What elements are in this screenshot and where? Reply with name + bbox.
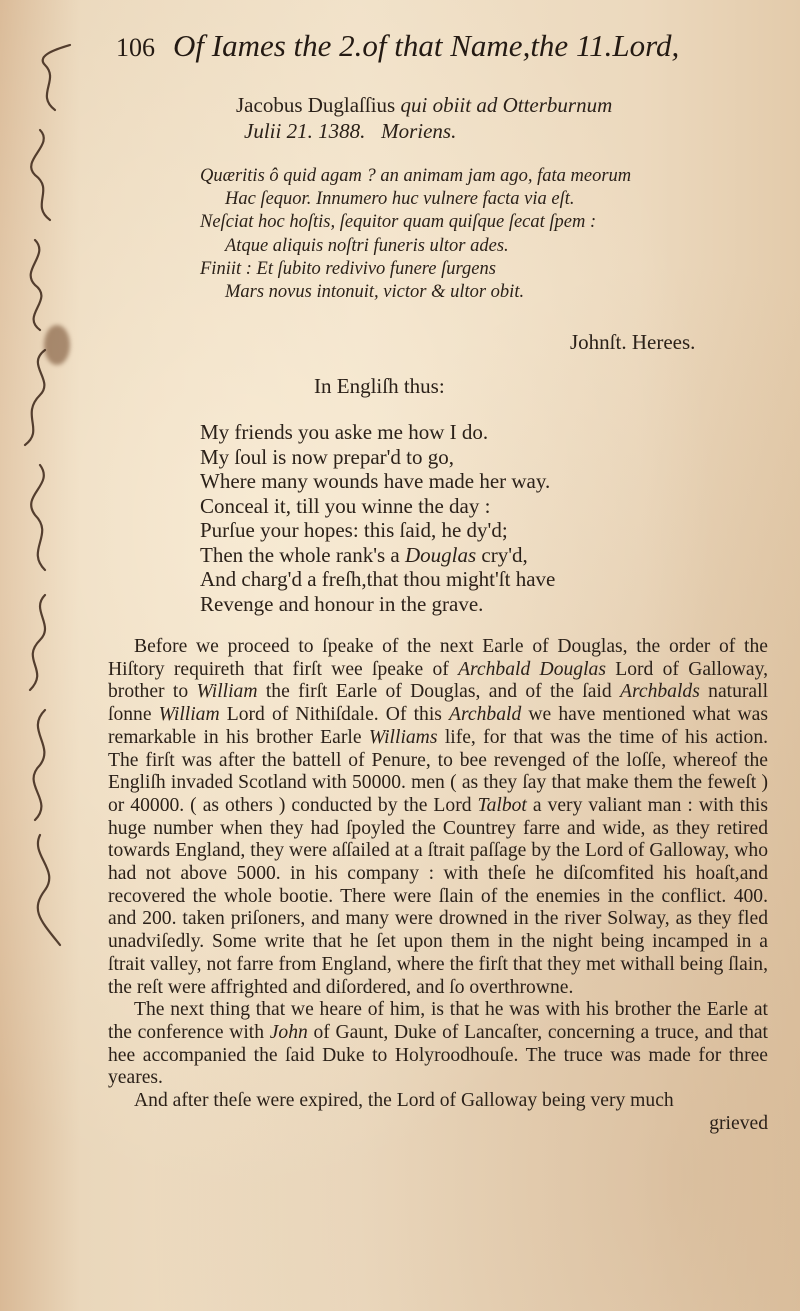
text-run: Before we proceed to ſpeake of the next Earle of Douglas, the order of the Hiſtory requireth that firſt wee ſpeake of <box>108 636 768 680</box>
text-run: we have mentioned what was remarkable in his brother Earle <box>108 704 768 748</box>
italic-name: Archbald Douglas <box>458 658 606 680</box>
text-run: Lord of Nithiſdale. Of this <box>219 704 450 726</box>
text-run: life, for that was the time of his action. The firſt was after the battell of Penure, to bee revenged of the loſſe, whereof the Engliſh invaded Scotland with 50000. men ( as they ſay that make them the feweſt ) or 40000. ( as others ) conducted by the Lord <box>108 726 769 816</box>
catchword: grieved <box>709 1112 768 1134</box>
verse-line: Where many wounds have made her way. <box>200 469 551 493</box>
verse-italic-name: Douglas <box>404 542 477 567</box>
running-head <box>116 28 756 64</box>
italic-name: William <box>158 704 220 726</box>
text-run: The next thing that we heare of him, is that he was with his brother the Earle at the conference with <box>108 999 768 1043</box>
verse-line: Purſue your hopes: this ſaid, he dy'd; <box>200 518 508 542</box>
verse-fragment: cry'd, <box>476 542 528 567</box>
epitaph-moriens: Moriens. <box>381 119 457 143</box>
text-run: naturall ſonne <box>108 681 769 726</box>
handwritten-signature-icon <box>0 40 90 960</box>
italic-name: John <box>269 1021 308 1043</box>
latin-line: Atque aliquis noſtri funeris ultor ades. <box>225 235 509 256</box>
english-verse <box>200 420 720 616</box>
text-run: the firſt Earle of Douglas, and of the ſaid <box>257 681 620 703</box>
verse-fragment: Then the whole rank's a <box>200 542 405 567</box>
english-heading: In Engliſh thus: <box>314 374 445 398</box>
paragraph-3: And after theſe were expired, the Lord of Galloway being very much <box>134 1090 674 1112</box>
latin-line: Mars novus intonuit, victor & ultor obit. <box>225 282 525 303</box>
paragraph-2 <box>108 999 768 1090</box>
italic-name: Williams <box>368 726 438 748</box>
verse-line: Revenge and honour in the grave. <box>200 591 484 616</box>
italic-name: Talbot <box>477 794 527 816</box>
epitaph-name: Jacobus Duglaſſius <box>236 93 396 117</box>
verse-line: Conceal it, till you winne the day : <box>200 493 491 518</box>
text-run: Lord of Galloway, brother to <box>108 658 769 703</box>
running-title: Of Iames the 2.of that Name,the 11.Lord, <box>173 28 680 63</box>
verse-line <box>200 543 720 568</box>
italic-name: Archbald <box>449 704 522 726</box>
latin-line: Finiit : Et ſubito redivivo funere ſurgens <box>200 258 496 279</box>
attribution: Johnſt. Herees. <box>570 330 696 354</box>
text-run: of Gaunt, Duke of Lancaſter, concerning a truce, and that hee accompanied the ſaid Duke to Holyroodhouſe. The truce was made for three yeares. <box>108 1021 769 1089</box>
epitaph-date: Julii 21. 1388. <box>244 119 366 143</box>
page-number: 106 <box>116 33 155 62</box>
latin-line: Quæritis ô quid agam ? an animam jam ago, fata meorum <box>200 166 632 186</box>
verse-line: My friends you aske me how I do. <box>200 420 489 444</box>
epitaph-heading-line-2 <box>236 118 696 144</box>
text-run: a very valiant man : with this huge number when they had ſpoyled the Countrey farre and wide, as they retired towards England, they were aſſailed at a ſtrait paſſage by the Lord of Galloway, who had not above 5000. in his company : with theſe he diſcomfited his hoaſt,and recovered the whole bootie. There were ſlain of the enemies in the conflict. 400. and 200. taken priſoners, and many were drowned in the river Solway, as they fled unadviſedly. Some write that he ſet upon them in the night being incamped in a ſtrait valley, not farre from England, where the firſt that they met withall being ſlain, the reſt were affrighted and diſordered, and ſo overthrowne. <box>108 794 768 998</box>
epitaph-heading-line-1 <box>236 92 696 118</box>
latin-line: Neſciat hoc hoſtis, ſequitor quam quiſque ſecat ſpem : <box>200 212 597 233</box>
italic-name: Archbalds <box>620 681 700 703</box>
paragraph-1 <box>108 636 768 999</box>
verse-line: My ſoul is now prepar'd to go, <box>200 444 455 469</box>
epitaph-place: qui obiit ad Otterburnum <box>400 93 613 117</box>
verse-line: And charg'd a freſh,that thou might'ſt have <box>200 567 556 591</box>
prose-body <box>108 636 768 1135</box>
italic-name: William <box>196 681 258 703</box>
latin-line: Hac ſequor. Innumero huc vulnere facta via eſt. <box>225 189 575 210</box>
latin-verse <box>200 165 720 304</box>
epitaph-heading <box>236 92 696 144</box>
margin-inscription <box>0 40 90 960</box>
